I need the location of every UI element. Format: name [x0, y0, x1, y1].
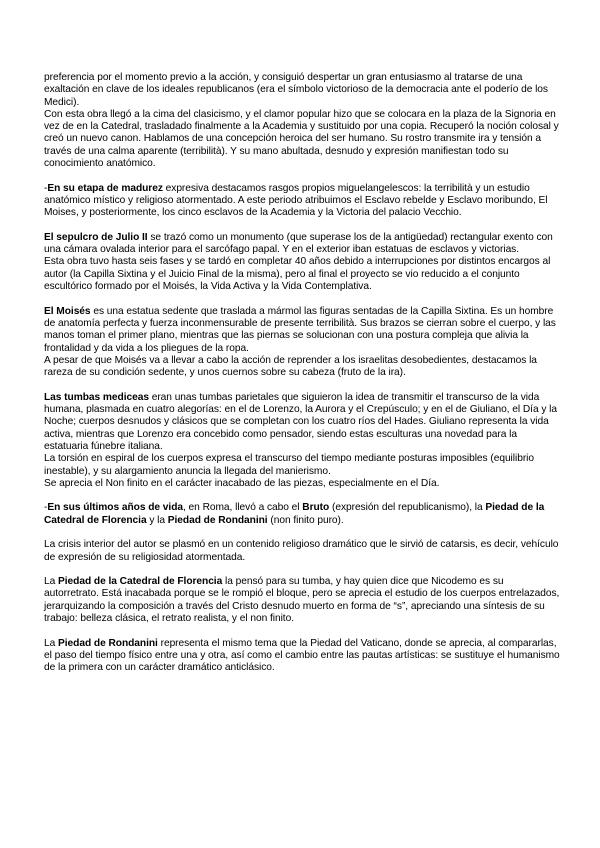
text: La crisis interior del autor se plasmó en un contenido religioso dramático que le sirvió de catarsis, es decir, vehículo de expresión de su religiosidad atormentada. [44, 539, 559, 563]
bold-term: Las tumbas mediceas [44, 391, 149, 403]
text: representa el mismo tema que la Piedad del Vaticano, donde se aprecia, al compararlas, el paso del tiempo físico entre una y otra, así como el cambio entre las pautas artísticas: se sustituye el humanismo de la primera con un carácter dramático anticlásico. [44, 637, 560, 674]
paragraph-david-reception [44, 72, 560, 109]
text: expresiva destacamos rasgos propios miguelangelescos: la terribilità y un estudio anatómico místico y religioso atormentado. A este periodo atribuimos el Esclavo rebelde y Esclavo moribundo, El Moises, y posteriormente, los cinco esclavos de la Academia y la Victoria del palacio Vecchio. [44, 182, 548, 219]
paragraph-medici-torsion [44, 453, 560, 478]
text: La [44, 637, 59, 649]
text: eran unas tumbas parietales que siguieron la idea de transmitir el transcurso de la vida humana, plasmada en cuatro alegorías: en el de Lorenzo, la Aurora y el Crepúsculo; y en el de Giuliano, el Día y la Noche; cuerpos desnudos y clásicos que se completan con los cuatro ríos del Hades. Giuliano representa la vida activa, mientras que Lorenzo era concebido como pensador, siendo estas esculturas una novedad para la estatuaria fúnebre italiana. [44, 391, 557, 452]
bold-term: El sepulcro de Julio II [44, 231, 148, 243]
text: se trazó como un monumento (que superase los de la antigüedad) rectangular exento con una cámara ovalada interior para el sarcófago papal. Y en el exterior iban estatuas de esclavos y victorias. [44, 231, 553, 256]
bold-term: Piedad de Rondanini [167, 514, 268, 526]
paragraph-david-classicism [44, 109, 560, 170]
text: preferencia por el momento previo a la acción, y consiguió despertar un gran entusiasmo al tratarse de una exaltación en clave de los ideales republicanos (era el símbolo victorioso de la democracia ante el poderío de los Medici). [44, 72, 548, 108]
text: Esta obra tuvo hasta seis fases y se tardó en completar 40 años debido a interrupciones por distintos encargos al autor (la Capilla Sixtina y el Juicio Final de la misma), pero al final el proyecto se vio reducido a el conjunto escultórico formado por el Moisés, la Vida Activa y la Vida Contemplativa. [44, 256, 551, 293]
paragraph-inner-crisis [44, 539, 560, 564]
paragraph-gap [44, 527, 560, 539]
text: (non finito puro). [267, 514, 344, 526]
paragraph-gap [44, 625, 560, 637]
text: , en Roma, llevó a cabo el [183, 502, 303, 514]
text: (expresión del republicanismo), la [329, 502, 486, 514]
paragraph-moses-action [44, 355, 560, 380]
paragraph-julius-tomb-phases [44, 256, 560, 293]
paragraph-rondanini-pieta [44, 638, 560, 675]
text: Se aprecia el Non finito en el carácter inacabado de las piezas, especialmente en el Día. [44, 477, 440, 489]
bold-term: Piedad de la Catedral de Florencia [44, 502, 545, 526]
bold-term: Piedad de Rondanini [58, 637, 158, 649]
text: La [44, 576, 59, 588]
bold-term: En sus últimos años de vida [47, 502, 183, 514]
text: la pensó para su tumba, y hay quien dice que Nicodemo es su autorretrato. Está inacabada porque se le rompió el bloque, pero se aprecia el estudio de los cuerpos entrelazados, jerarquizando la composición a través del Cristo desnudo muerto en forma de “s”, apreciando una síntesis de su trabajo: belleza clásica, el retrato realista, y el non finito. [44, 576, 560, 625]
text: A pesar de que Moisés va a llevar a cabo la acción de reprender a los israelitas desobedientes, destacamos la rareza de su condición sedente, y unos cuernos sobre su cabeza (fruto de la ira). [44, 354, 537, 379]
bold-term: Piedad de la Catedral de Florencia [58, 576, 223, 588]
text: - [44, 502, 48, 514]
paragraph-gap [44, 170, 560, 182]
bold-term: El Moisés [44, 305, 91, 317]
paragraph-gap [44, 293, 560, 305]
paragraph-moses [44, 306, 560, 355]
paragraph-maturity-stage [44, 183, 560, 220]
paragraph-gap [44, 379, 560, 391]
document-body [44, 72, 560, 675]
bold-term: Bruto [302, 502, 330, 514]
paragraph-gap [44, 564, 560, 576]
text: es una estatua sedente que traslada a mármol las figuras sentadas de la Capilla Sixtina. Es un hombre de anatomía perfecta y fuerza inconmensurable de presente terribilità. Sus brazos se cierran sobre el cuerpo, y las manos toman el primer plano, mientras que las piernas se solucionan con una postura compleja que alivia la frontalidad y da vida a los pliegues de la ropa. [44, 305, 556, 354]
text: - [44, 182, 48, 194]
text: Con esta obra llegó a la cima del clasicismo, y el clamor popular hizo que se colocara en la plaza de la Signoria en vez de en la Catedral, trasladado finalmente a la Academia y sustituido por una copia. Recuperó la noción colosal y creó un nuevo canon. Hablamos de una concepción heroica del ser humano. Su rostro transmite ira y tensión a través de una calma aparente (terribilità). Y su mano abultada, desnudo y expresión manifiestan todo su conocimiento anatómico. [44, 108, 559, 170]
paragraph-medici-tombs [44, 392, 560, 453]
paragraph-last-years [44, 502, 560, 527]
bold-term: En su etapa de madurez [47, 182, 163, 194]
paragraph-julius-tomb [44, 232, 560, 257]
paragraph-gap [44, 220, 560, 232]
text: y la [146, 514, 168, 526]
text: La torsión en espiral de los cuerpos expresa el transcurso del tiempo mediante posturas imposibles (equilibrio inestable), y su alargamiento anuncia la llegada del manierismo. [44, 453, 534, 477]
paragraph-florence-pieta [44, 576, 560, 625]
paragraph-non-finito [44, 478, 560, 490]
paragraph-gap [44, 490, 560, 502]
